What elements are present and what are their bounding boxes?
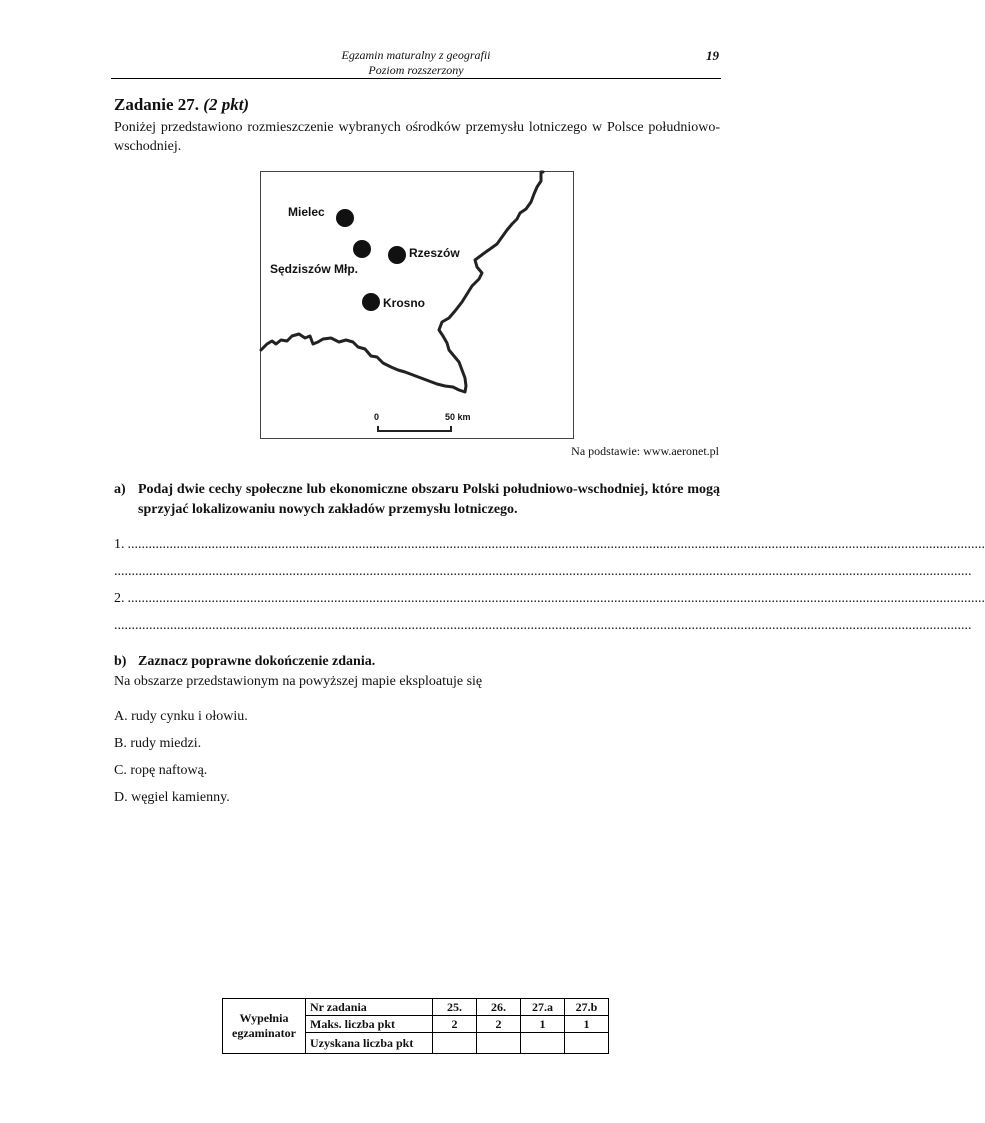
score-task-number: 25. [433, 999, 477, 1016]
part-a-text: Podaj dwie cechy społeczne lub ekonomiczne obszaru Polski południowo-wschodniej, które mogą sprzyjać lokalizowaniu nowych zakładów przemysłu lotniczego. [138, 482, 720, 517]
scale-end-label: 50 km [445, 412, 471, 422]
answer-line-1-number: 1. [114, 537, 125, 552]
city-krosno-dot [362, 293, 380, 311]
score-table [222, 998, 609, 1054]
answer-line-dots: ..................................................................................................................................................................................................................................................... [114, 564, 972, 579]
score-max-points: 1 [565, 1016, 609, 1033]
answer-line-dots: ..................................................................................................................................................................................................................................................... [127, 537, 985, 552]
page-header [111, 46, 721, 79]
answer-line-dots: ..................................................................................................................................................................................................................................................... [114, 618, 972, 633]
score-table-examiner-label: Wypełnia egzaminator [223, 999, 306, 1054]
score-task-number: 27.a [521, 999, 565, 1016]
score-max-points: 2 [433, 1016, 477, 1033]
option-c[interactable]: C. ropę naftową. [114, 763, 208, 778]
option-b[interactable]: B. rudy miedzi. [114, 736, 202, 751]
score-row-max-label: Maks. liczba pkt [306, 1016, 433, 1033]
header-exam-title: Egzamin maturalny z geografii [341, 48, 491, 62]
city-krosno-label: Krosno [383, 296, 425, 310]
option-d[interactable]: D. węgiel kamienny. [114, 790, 230, 805]
part-b-question [114, 654, 375, 670]
city-sedziszow-dot [353, 240, 371, 258]
score-task-number: 26. [477, 999, 521, 1016]
map-source: Na podstawie: www.aeronet.pl [571, 444, 719, 458]
city-rzeszow-dot [388, 246, 406, 264]
answer-line-2-continued[interactable] [114, 618, 972, 634]
score-row-obtained-label: Uzyskana liczba pkt [306, 1033, 433, 1054]
header-level: Poziom rozszerzony [368, 63, 464, 77]
part-a-label: a) [114, 482, 126, 497]
part-b-sentence: Na obszarze przedstawionym na powyższej mapie eksploatuje się [114, 674, 483, 689]
map-figure [260, 171, 574, 439]
part-b-label: b) [114, 654, 127, 669]
score-obtained-cell[interactable] [477, 1033, 521, 1054]
city-rzeszow-label: Rzeszów [409, 246, 460, 260]
page-number: 19 [706, 48, 719, 63]
score-row-task-label: Nr zadania [306, 999, 433, 1016]
scale-start-label: 0 [374, 412, 380, 422]
city-mielec-label: Mielec [288, 205, 325, 219]
part-b-title: Zaznacz poprawne dokończenie zdania. [138, 654, 376, 669]
answer-line-dots: ..................................................................................................................................................................................................................................................... [127, 591, 985, 606]
task-title [114, 95, 249, 115]
answer-line-1-continued[interactable] [114, 564, 972, 580]
task-intro: Poniżej przedstawiono rozmieszczenie wybranych ośrodków przemysłu lotniczego w Polsce południowo-wschodniej. [114, 120, 720, 154]
score-obtained-cell[interactable] [433, 1033, 477, 1054]
score-obtained-cell[interactable] [521, 1033, 565, 1054]
answer-line-2[interactable] [114, 591, 985, 607]
score-obtained-cell[interactable] [565, 1033, 609, 1054]
score-max-points: 2 [477, 1016, 521, 1033]
answer-line-2-number: 2. [114, 591, 125, 606]
part-a-question [114, 480, 720, 520]
score-max-points: 1 [521, 1016, 565, 1033]
task-number: Zadanie 27. [114, 95, 200, 114]
option-a[interactable]: A. rudy cynku i ołowiu. [114, 709, 248, 724]
city-sedziszow-label: Sędziszów Młp. [270, 262, 359, 276]
answer-line-1[interactable] [114, 537, 985, 553]
task-points: (2 pkt) [203, 95, 250, 114]
score-task-number: 27.b [565, 999, 609, 1016]
city-mielec-dot [336, 209, 354, 227]
